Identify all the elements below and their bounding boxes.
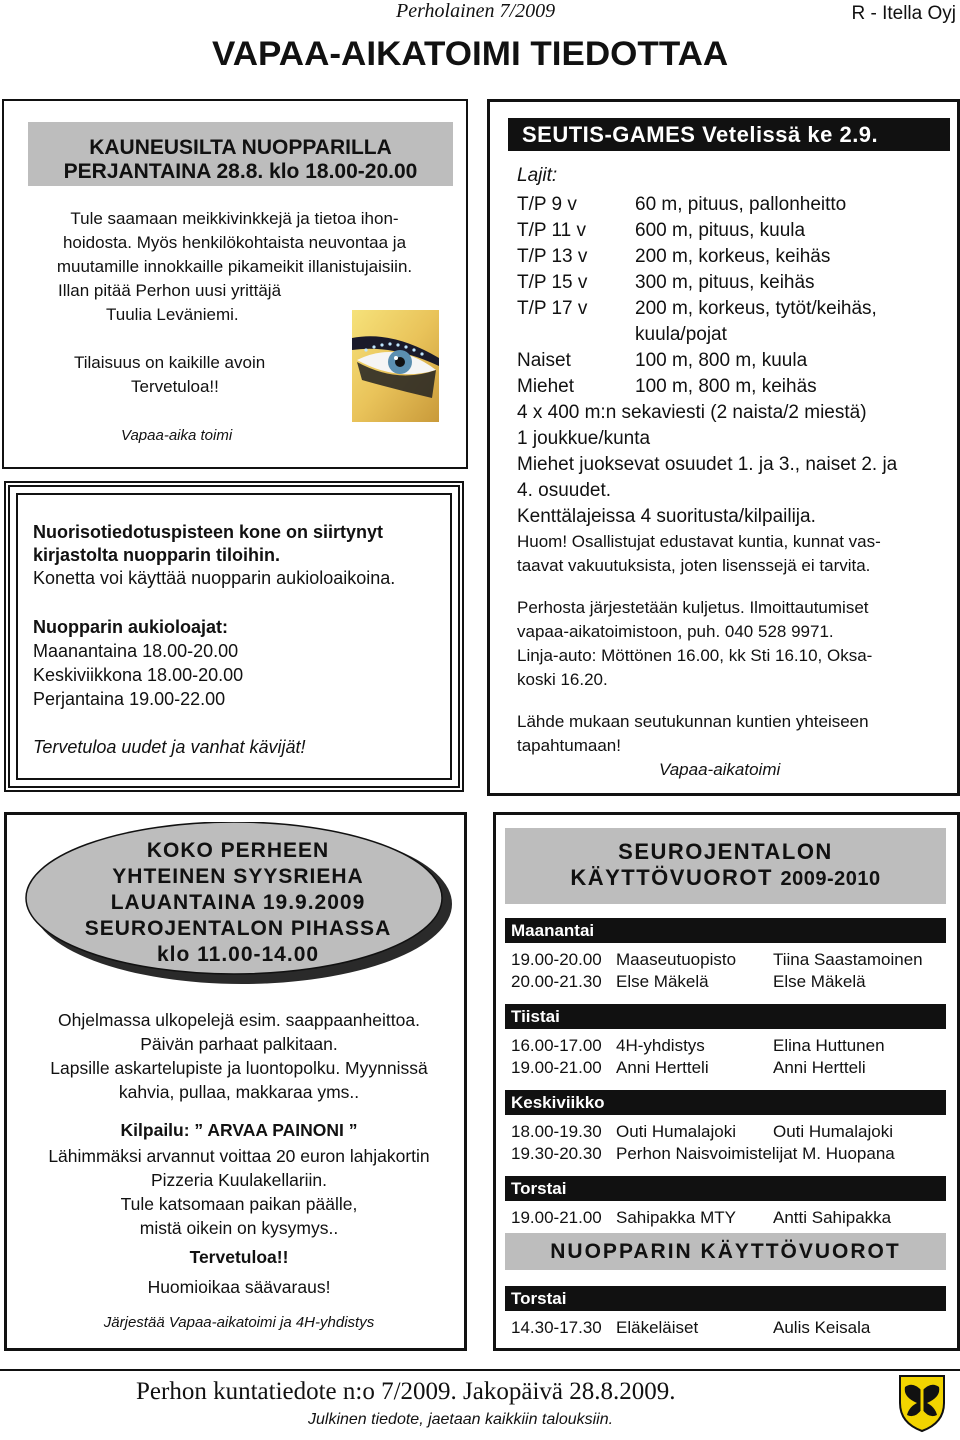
event-row xyxy=(517,244,947,270)
fair-title-line: klo 11.00-14.00 xyxy=(156,943,320,966)
youth-schedule-day: Torstai xyxy=(505,1286,946,1311)
schedule-day-header: Maanantai xyxy=(505,918,946,943)
fair-title-line: YHTEINEN SYYSRIEHA xyxy=(112,865,364,888)
event-class: T/P 13 v xyxy=(517,246,588,267)
relay-info xyxy=(517,400,897,530)
event-list: 100 m, 800 m, keihäs xyxy=(635,376,817,397)
hall-title-season: 2009-2010 xyxy=(780,868,881,890)
event-row xyxy=(517,348,947,374)
hall-title-line1: SEUROJENTALON xyxy=(618,839,833,864)
schedule-contact: Tiina Saastamoinen xyxy=(773,950,923,969)
event-row xyxy=(517,218,947,244)
schedule-group: Maaseutuopisto xyxy=(616,950,737,969)
schedule-time: 18.00-19.30 xyxy=(511,1122,602,1141)
join-line: tapahtumaan! xyxy=(517,736,621,755)
schedule-time: 19.00-21.00 xyxy=(511,1208,602,1227)
schedule-contact: Else Mäkelä xyxy=(773,972,866,991)
schedule-day-header: Keskiviikko xyxy=(505,1090,946,1115)
beauty-title-line2: PERJANTAINA 28.8. klo 18.00-20.00 xyxy=(63,160,418,183)
opening-hours-monday: Maanantaina 18.00-20.00 xyxy=(33,641,239,661)
beauty-title-line1: KAUNEUSILTA NUOPPARILLA xyxy=(89,136,392,159)
footer-bulletin: Perhon kuntatiedote n:o 7/2009. Jakopäivä 28.8.2009. xyxy=(136,1378,676,1405)
event-list: 200 m, korkeus, tytöt/keihäs, xyxy=(635,298,877,319)
event-list: 200 m, korkeus, keihäs xyxy=(635,246,831,267)
autumn-fair-oval xyxy=(22,822,454,992)
relay-line: 4. osuudet. xyxy=(517,480,612,501)
schedule-group: Sahipakka MTY xyxy=(616,1208,736,1227)
youth-schedule-group: Eläkeläiset xyxy=(616,1318,699,1337)
beauty-body-line: Illan pitää Perhon uusi yrittäjä xyxy=(58,281,282,300)
transport-line: Linja-auto: Möttönen 16.00, kk Sti 16.10, Oksa- xyxy=(517,646,873,665)
transport-line: koski 16.20. xyxy=(517,670,608,689)
youth-schedule-title: NUOPPARIN KÄYTTÖVUOROT xyxy=(505,1233,946,1270)
events-table xyxy=(517,192,947,400)
schedule-group: Perhon Naisvoimistelijat M. Huopana xyxy=(616,1144,895,1163)
fair-organizer: Järjestää Vapaa-aikatoimi ja 4H-yhdistys xyxy=(103,1314,375,1331)
beauty-title-bar xyxy=(28,122,453,186)
event-row xyxy=(517,296,947,322)
schedule-time: 20.00-21.30 xyxy=(511,972,602,991)
event-list: 100 m, 800 m, kuula xyxy=(635,350,808,371)
fair-welcome: Tervetuloa!! xyxy=(189,1247,289,1267)
contest-info xyxy=(4,1144,474,1240)
schedule-time: 16.00-17.00 xyxy=(511,1036,602,1055)
note-line: Huom! Osallistujat edustavat kuntia, kunnat vas- xyxy=(517,532,881,551)
events-label: Lajit: xyxy=(517,165,558,186)
relay-line: 4 x 400 m:n sekaviesti (2 naista/2 miestä) xyxy=(517,402,867,423)
event-row xyxy=(517,374,947,400)
footer-distribution: Julkinen tiedote, jaetaan kaikkiin talouksiin. xyxy=(308,1411,614,1428)
youth-welcome-text: Tervetuloa uudet ja vanhat kävijät! xyxy=(33,737,306,757)
schedule-group: Else Mäkelä xyxy=(616,972,709,991)
program-line: kahvia, pullaa, makkaraa yms.. xyxy=(118,1082,360,1102)
fair-program xyxy=(4,1008,474,1104)
opening-hours-wednesday: Keskiviikkona 18.00-20.00 xyxy=(33,665,244,685)
youth-schedule-contact: Aulis Keisala xyxy=(773,1318,871,1337)
event-list: 300 m, pituus, keihäs xyxy=(635,272,815,293)
youth-schedule-time: 14.30-17.30 xyxy=(511,1318,602,1337)
relay-line: 1 joukkue/kunta xyxy=(517,428,651,449)
relay-line: Kenttälajeissa 4 suoritusta/kilpailija. xyxy=(517,506,816,527)
event-row xyxy=(517,192,947,218)
contest-line: Lähimmäksi arvannut voittaa 20 euron lahjakortin xyxy=(48,1146,430,1166)
issue-label: Perholainen 7/2009 xyxy=(396,0,556,22)
beauty-body xyxy=(22,207,447,279)
insurance-note xyxy=(517,530,881,578)
page-title: VAPAA-AIKATOIMI TIEDOTTAA xyxy=(212,35,729,73)
footer-rule xyxy=(0,1369,960,1371)
contest-line: mistä oikein on kysymys.. xyxy=(139,1218,339,1238)
printer-label: R - Itella Oyj xyxy=(851,3,956,24)
join-line: Lähde mukaan seutukunnan kuntien yhteiseen xyxy=(517,712,869,731)
weather-note: Huomioikaa säävaraus! xyxy=(147,1277,331,1297)
event-class: Naiset xyxy=(517,350,571,371)
schedule-time: 19.30-20.30 xyxy=(511,1144,602,1163)
join-invitation xyxy=(517,710,869,758)
note-line: taavat vakuutuksista, joten lisenssejä ei tarvita. xyxy=(517,556,871,575)
beauty-body-line: Tuulia Leväniemi. xyxy=(106,305,239,324)
youth-info-line3: Konetta voi käyttää nuopparin aukioloaikoina. xyxy=(33,568,396,588)
transport-line: Perhosta järjestetään kuljetus. Ilmoittautumiset xyxy=(517,598,869,617)
coat-of-arms-logo xyxy=(897,1373,947,1433)
schedule-contact: Antti Sahipakka xyxy=(773,1208,892,1227)
beauty-body-line: Tule saamaan meikkivinkkejä ja tietoa ihon- xyxy=(70,209,399,228)
hall-title-line2: KÄYTTÖVUOROT xyxy=(570,865,781,890)
schedule-day-header: Tiistai xyxy=(505,1004,946,1029)
schedule-contact: Elina Huttunen xyxy=(773,1036,885,1055)
youth-info-line1: Nuorisotiedotuspisteen kone on siirtynyt xyxy=(33,522,384,542)
schedule-contact: Anni Hertteli xyxy=(773,1058,866,1077)
beauty-signature: Vapaa-aika toimi xyxy=(121,427,233,444)
event-class: T/P 9 v xyxy=(517,194,577,215)
opening-hours-title: Nuopparin aukioloajat: xyxy=(33,617,229,637)
event-class: T/P 17 v xyxy=(517,298,588,319)
event-list: kuula/pojat xyxy=(635,324,727,345)
fair-title-line: KOKO PERHEEN xyxy=(146,839,330,862)
youth-info-line2: kirjastolta nuopparin tiloihin. xyxy=(33,545,281,565)
fair-title-line: LAUANTAINA 19.9.2009 xyxy=(110,891,366,914)
contest-line: Pizzeria Kuulakellariin. xyxy=(150,1170,328,1190)
event-class: T/P 15 v xyxy=(517,272,588,293)
event-list: 60 m, pituus, pallonheitto xyxy=(635,194,847,215)
contest-title: Kilpailu: ” ARVAA PAINONI ” xyxy=(120,1120,358,1140)
open-event-text: Tilaisuus on kaikille avoin xyxy=(74,353,266,372)
event-class: Miehet xyxy=(517,376,575,397)
event-row xyxy=(517,322,947,348)
welcome-text: Tervetuloa!! xyxy=(131,377,219,396)
schedule-group: Anni Hertteli xyxy=(616,1058,709,1077)
schedule-group: 4H-yhdistys xyxy=(616,1036,705,1055)
event-list: 600 m, pituus, kuula xyxy=(635,220,806,241)
hall-schedule-title-bar xyxy=(505,828,946,904)
schedule-time: 19.00-21.00 xyxy=(511,1058,602,1077)
fair-title-line: SEUROJENTALON PIHASSA xyxy=(84,917,392,940)
relay-line: Miehet juoksevat osuudet 1. ja 3., naiset 2. ja xyxy=(517,454,898,475)
opening-hours-friday: Perjantaina 19.00-22.00 xyxy=(33,689,226,709)
beauty-body-line: hoidosta. Myös henkilökohtaista neuvontaa ja xyxy=(62,233,407,252)
schedule-contact: Outi Humalajoki xyxy=(773,1122,893,1141)
schedule-group: Outi Humalajoki xyxy=(616,1122,736,1141)
contest-line: Tule katsomaan paikan päälle, xyxy=(120,1194,358,1214)
event-row xyxy=(517,270,947,296)
beauty-body-line: muutamille innokkaille pikameikit illanistujaisiin. xyxy=(56,257,413,276)
event-class: T/P 11 v xyxy=(517,220,586,241)
transport-info xyxy=(517,596,872,692)
seutis-games-title: SEUTIS-GAMES Vetelissä ke 2.9. xyxy=(508,118,950,151)
seutis-signature: Vapaa-aikatoimi xyxy=(659,760,781,779)
eye-makeup-image xyxy=(352,310,439,422)
transport-line: vapaa-aikatoimistoon, puh. 040 528 9971. xyxy=(517,622,834,641)
program-line: Lapsille askartelupiste ja luontopolku. Myynnissä xyxy=(50,1058,428,1078)
schedule-day-header: Torstai xyxy=(505,1176,946,1201)
program-line: Päivän parhaat palkitaan. xyxy=(140,1034,338,1054)
schedule-time: 19.00-20.00 xyxy=(511,950,602,969)
program-line: Ohjelmassa ulkopelejä esim. saappaanheittoa. xyxy=(58,1010,420,1030)
